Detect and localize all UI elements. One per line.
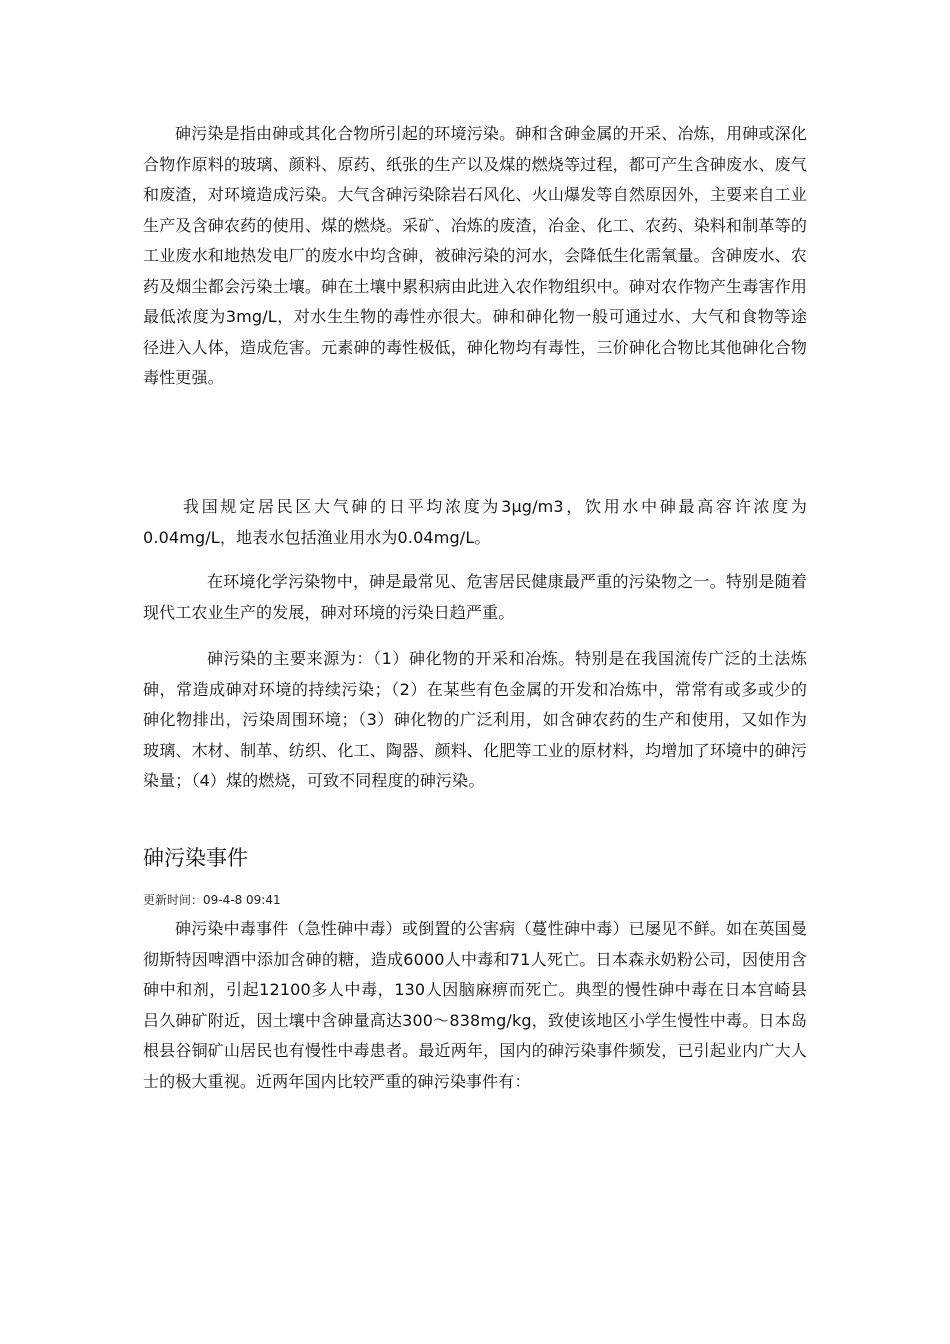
update-time: 更新时间：09-4-8 09:41 [143,893,281,907]
paragraph-national-standard: 我国规定居民区大气砷的日平均浓度为3μg/m3，饮用水中砷最高容许浓度为0.04mg/L，地表水包括渔业用水为0.04mg/L。 [143,497,807,547]
paragraph-arsenic-definition: 砷污染是指由砷或其化合物所引起的环境污染。砷和含砷金属的开采、冶炼，用砷或深化合物作原料的玻璃、颜料、原药、纸张的生产以及煤的燃烧等过程，都可产生含砷废水、废气和废渣，对环境造成污染。大气含砷污染除岩石风化、火山爆发等自然原因外，主要来自工业生产及含砷农药的使用、煤的燃烧。采矿、冶炼的废渣，冶金、化工、农药、染料和制革等的工业废水和地热发电厂的废水中均含砷，被砷污染的河水，会降低生化需氧量。含砷废水、农药及烟尘都会污染土壤。砷在土壤中累积病由此进入农作物组织中。砷对农作物产生毒害作用最低浓度为3mg/L，对水生生物的毒性亦很大。砷和砷化物一般可通过水、大气和食物等途径进入人体，造成危害。元素砷的毒性极低，砷化物均有毒性，三价砷化合物比其他砷化合物毒性更强。 [143,124,807,387]
paragraph-poisoning-events: 砷污染中毒事件（急性砷中毒）或倒置的公害病（蔓性砷中毒）已屡见不鲜。如在英国曼彻斯特因啤酒中添加含砷的糖，造成6000人中毒和71人死亡。日本森永奶粉公司，因使用含砷中和剂，引起12100多人中毒，130人因脑麻痹而死亡。典型的慢性砷中毒在日本宫崎县吕久砷矿附近，因土壤中含砷量高达300～838mg/kg，致使该地区小学生慢性中毒。日本岛根县谷铜矿山居民也有慢性中毒患者。最近两年，国内的砷污染事件频发，已引起业内广大人士的极大重视。近两年国内比较严重的砷污染事件有： [143,919,807,1091]
paragraph-pollution-sources: 砷污染的主要来源为：（1）砷化物的开采和冶炼。特别是在我国流传广泛的土法炼砷，常造成砷对环境的持续污染；（2）在某些有色金属的开发和冶炼中，常常有或多或少的砷化物排出，污染周围环境；（3）砷化物的广泛利用，如含砷农药的生产和使用，又如作为玻璃、木材、制革、纺织、化工、陶器、颜料、化肥等工业的原材料，均增加了环境中的砷污染量；（4）煤的燃烧，可致不同程度的砷污染。 [143,649,807,790]
paragraph-environmental-pollutant: 在环境化学污染物中，砷是最常见、危害居民健康最严重的污染物之一。特别是随着现代工农业生产的发展，砷对环境的污染日趋严重。 [143,572,807,622]
section-title: 砷污染事件 [143,846,248,870]
